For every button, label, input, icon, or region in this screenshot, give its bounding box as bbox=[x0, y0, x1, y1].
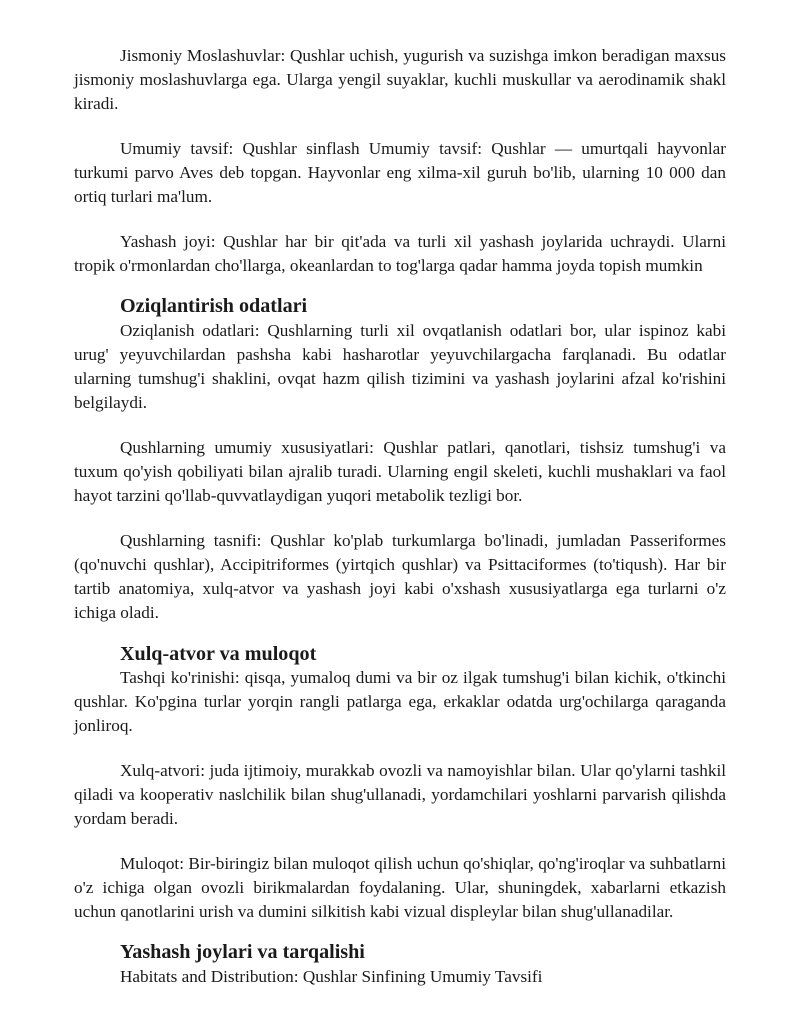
paragraph-communication: Muloqot: Bir-biringiz bilan muloqot qilish uchun qo'shiqlar, qo'ng'iroqlar va suhbatlarni o'z ichiga olgan ovozli birikmalardan foydalaning. Ular, shuningdek, xabarlarni etkazish uchun qanotlarini urish va dumini silkitish kabi vizual displeylar bilan shug'ullanadilar. bbox=[74, 853, 726, 922]
paragraph-appearance: Tashqi ko'rinishi: qisqa, yumaloq dumi va bir oz ilgak tumshug'i bilan kichik, o'tkinchi qushlar. Ko'pgina turlar yorqin rangli patlarga ega, erkaklar odatda urg'ochilarga qaraganda jonliroq. bbox=[74, 667, 726, 736]
paragraph-behavior: Xulq-atvori: juda ijtimoiy, murakkab ovozli va namoyishlar bilan. Ular qo'ylarni tashkil qiladi va kooperativ naslchilik bilan shug'ullanadi, yordamchilari yoshlarni parvarish qilishda yordam beradi. bbox=[74, 760, 726, 829]
document-page bbox=[74, 44, 726, 1009]
paragraph-habitats-distribution: Habitats and Distribution: Qushlar Sinfining Umumiy Tavsifi bbox=[120, 966, 543, 986]
paragraph-physical-adaptations: Jismoniy Moslashuvlar: Qushlar uchish, yugurish va suzishga imkon beradigan maxsus jismoniy moslashuvlarga ega. Ularga yengil suyaklar, kuchli muskullar va aerodinamik shakl kiradi. bbox=[74, 46, 726, 114]
paragraph-general-description: Umumiy tavsif: Qushlar sinflash Umumiy tavsif: Qushlar — umurtqali hayvonlar turkumi parvo Aves deb topgan. Hayvonlar eng xilma-xil guruh bo'lib, ularning 10 000 dan ortiq turlari ma'lum. bbox=[74, 139, 726, 207]
paragraph-general-features: Qushlarning umumiy xususiyatlari: Qushlar patlari, qanotlari, tishsiz tumshug'i va tuxum qo'yish qobiliyati bilan ajralib turadi. Ularning engil skeleti, kuchli mushaklari va faol hayot tarzini qo'llab-quvvatlaydigan yuqori metabolik tezligi bor. bbox=[74, 437, 726, 506]
section-heading-behavior: Xulq-atvor va muloqot bbox=[120, 642, 317, 665]
paragraph-habitat: Yashash joyi: Qushlar har bir qit'ada va turli xil yashash joylarida uchraydi. Ularni tropik o'rmonlardan cho'llarga, okeanlardan to tog'larga qadar hamma joyda topish mumkin bbox=[74, 232, 726, 276]
paragraph-feeding-habits: Oziqlanish odatlari: Qushlarning turli xil ovqatlanish odatlari bor, ular ispinoz kabi urug' yeyuvchilardan pashsha kabi hasharotlar yeyuvchilargacha farqlanadi. Bu odatlar ularning tumshug'i shaklini, ovqat hazm qilish tizimini va yashash joylarini afzal ko'rishini belgilaydi. bbox=[74, 320, 726, 413]
paragraph-classification: Qushlarning tasnifi: Qushlar ko'plab turkumlarga bo'linadi, jumladan Passeriformes (qo'nuvchi qushlar), Accipitriformes (yirtqich qushlar) va Psittaciformes (to'tiqush). Har bir tartib anatomiya, xulq-atvor va yashash joyi kabi o'xshash xususiyatlarga ega turlarni o'z ichiga oladi. bbox=[74, 530, 726, 623]
section-heading-feeding: Oziqlantirish odatlari bbox=[120, 295, 308, 318]
section-heading-habitats: Yashash joylari va tarqalishi bbox=[120, 941, 365, 964]
